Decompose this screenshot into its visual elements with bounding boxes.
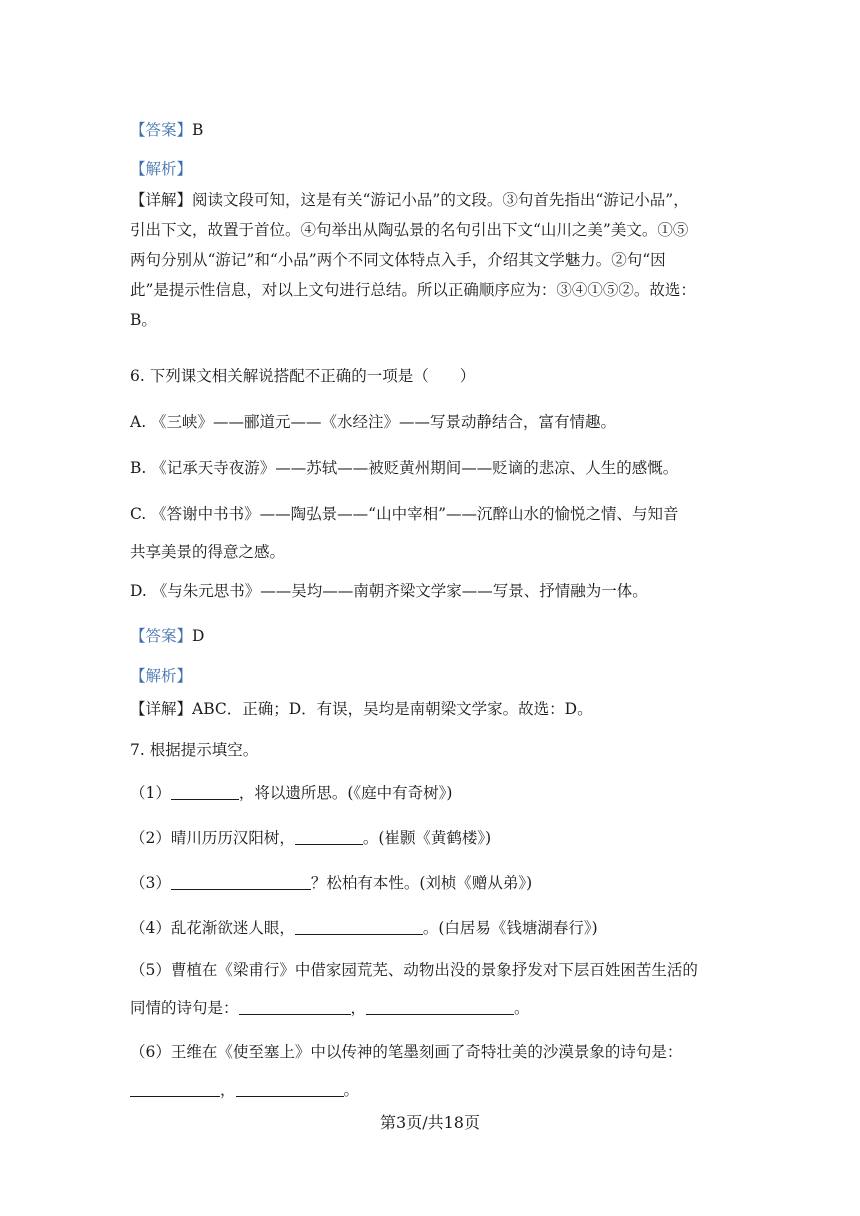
- answer-blank[interactable]: [295, 919, 423, 936]
- q7-item-5-line-1: （5）曹植在《梁甫行》中借家园荒芜、动物出没的景象抒发对下层百姓困苦生活的: [130, 961, 698, 979]
- answer-blank[interactable]: [295, 829, 363, 846]
- q5-detail-line-3: 两句分别从“游记”和“小品”两个不同文体特点入手，介绍其文学魅力。②句“因: [130, 251, 666, 269]
- q7-item-6-line-2: ， 。: [130, 1078, 359, 1100]
- q5-detail-line-5: B。: [130, 311, 157, 329]
- q6-stem: 6. 下列课文相关解说搭配不正确的一项是（ ）: [130, 367, 476, 385]
- q5-detail-line-4: 此”是提示性信息，对以上文句进行总结。所以正确顺序应为：③④①⑤②。故选：: [130, 281, 696, 299]
- q6-analysis-tag: 【解析】: [130, 667, 193, 685]
- answer-tag: 【答案】: [130, 627, 193, 645]
- q6-option-b: B. 《记承天寺夜游》——苏轼——被贬黄州期间——贬谪的悲凉、人生的感慨。: [130, 459, 679, 477]
- answer-blank[interactable]: [130, 1081, 220, 1098]
- q6-option-a: A. 《三峡》——郦道元——《水经注》——写景动静结合，富有情趣。: [130, 413, 617, 431]
- q7-item-5-line-2: 同情的诗句是： ， 。: [130, 999, 530, 1017]
- q7-item-6-line-1: （6）王维在《使至塞上》中以传神的笔墨刻画了奇特壮美的沙漠景象的诗句是：: [130, 1043, 683, 1061]
- answer-blank[interactable]: [236, 1081, 344, 1098]
- answer-blank[interactable]: [171, 874, 311, 891]
- answer-blank[interactable]: [171, 784, 239, 801]
- answer-value: B: [192, 121, 204, 139]
- q6-option-d: D. 《与朱元思书》——吴均——南朝齐梁文学家——写景、抒情融为一体。: [130, 582, 648, 600]
- q5-detail-line-1: 【详解】阅读文段可知，这是有关“游记小品”的文段。③句首先指出“游记小品”，: [130, 191, 689, 209]
- q7-item-3: （3） ？松柏有本性。(刘桢《赠从弟》): [130, 874, 533, 892]
- q7-item-4: （4）乱花渐欲迷人眼， 。(白居易《钱塘湖春行》): [130, 919, 598, 937]
- answer-blank[interactable]: [239, 999, 351, 1016]
- q6-answer-line: [130, 624, 204, 646]
- q5-analysis-tag: 【解析】: [130, 160, 193, 178]
- q7-item-1: （1） ，将以遗所思。(《庭中有奇树》): [130, 784, 453, 802]
- q7-stem: 7. 根据提示填空。: [130, 741, 259, 759]
- answer-tag: 【答案】: [130, 121, 193, 139]
- page-footer: 第3页/共18页: [380, 1113, 480, 1132]
- q6-detail: 【详解】ABC．正确；D．有误，吴均是南朝梁文学家。故选：D。: [130, 700, 593, 718]
- q6-option-c-cont: 共享美景的得意之感。: [130, 543, 286, 561]
- q5-answer-line: [130, 118, 203, 140]
- answer-blank[interactable]: [366, 999, 514, 1016]
- q7-item-2: （2）晴川历历汉阳树， 。(崔颢《黄鹤楼》): [130, 829, 492, 847]
- q6-option-c: C. 《答谢中书书》——陶弘景——“山中宰相”——沉醉山水的愉悦之情、与知音: [130, 505, 679, 523]
- answer-value: D: [192, 627, 205, 645]
- q5-detail-line-2: 引出下文，故置于首位。④句举出从陶弘景的名句引出下文“山川之美”美文。①⑤: [130, 221, 689, 239]
